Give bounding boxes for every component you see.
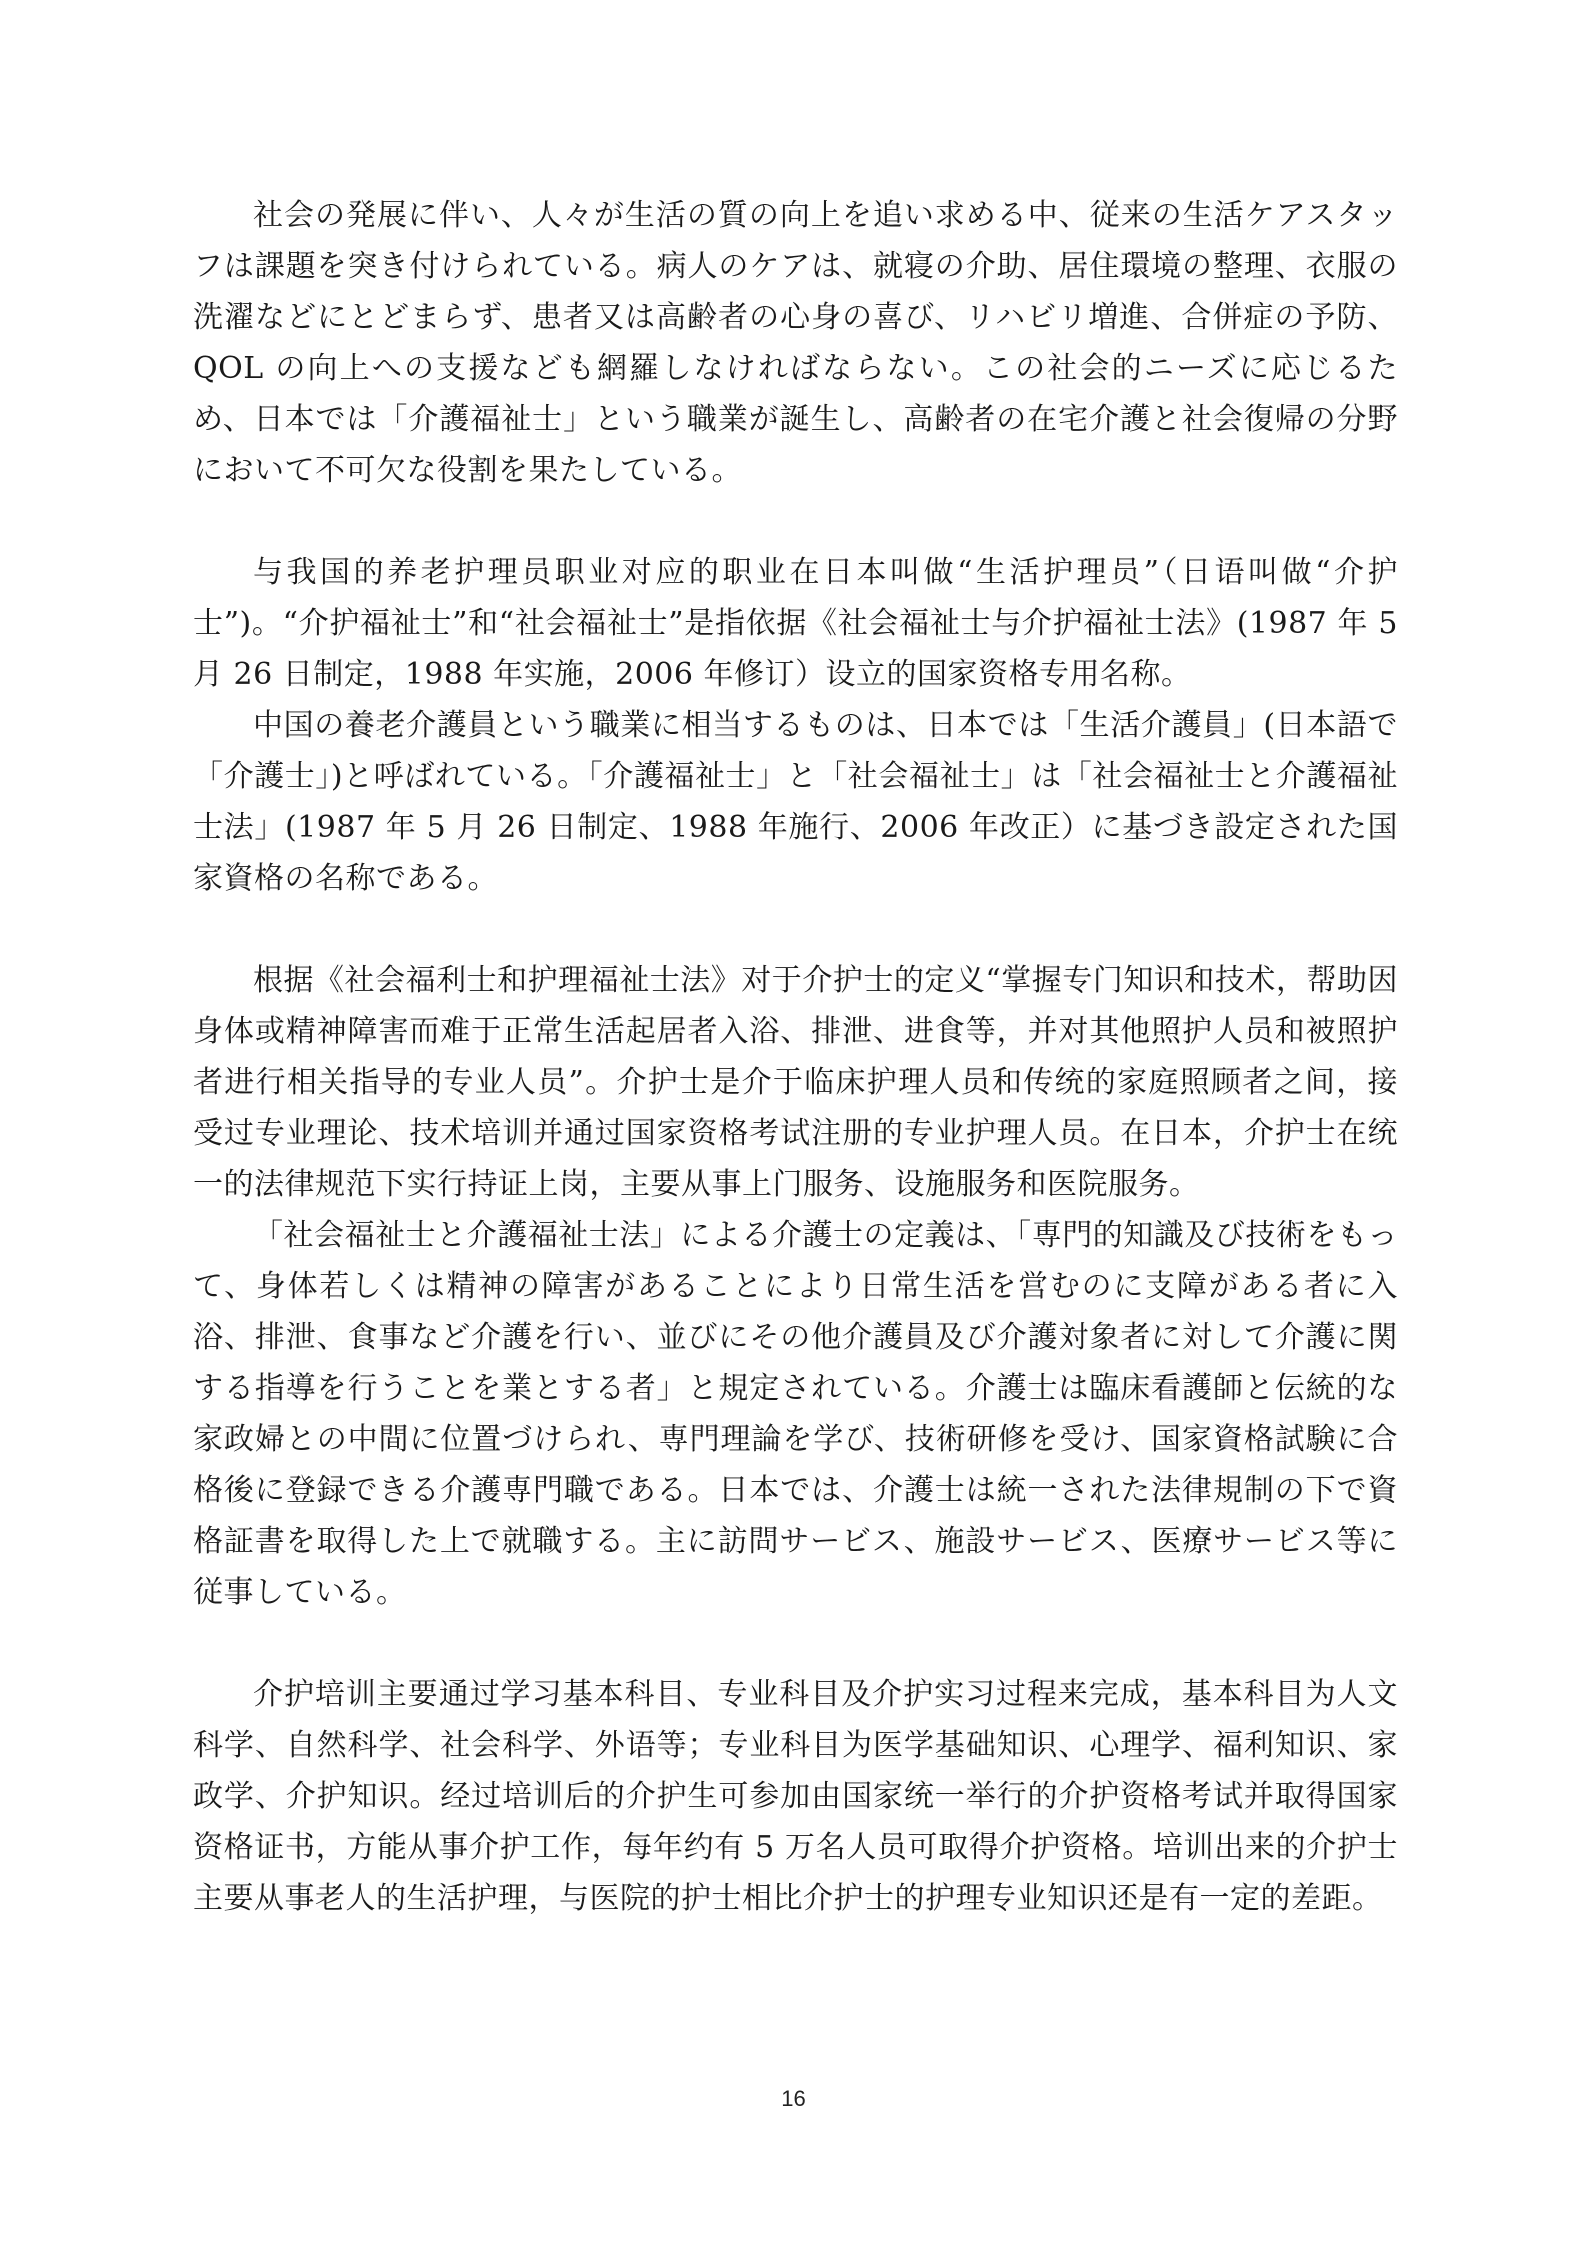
paragraph-gap: [193, 904, 1398, 955]
document-page: [193, 190, 1398, 1924]
paragraph-gap: [193, 496, 1398, 547]
page-number: 16: [781, 2086, 806, 2111]
paragraph-chinese-definition: 与我国的养老护理员职业对应的职业在日本叫做“生活护理员”（日语叫做“介护士”)。“介护福祉士”和“社会福祉士”是指依据《社会福祉士与介护福祉士法》(1987 年 5 月 26 日制定，1988 年实施，2006 年修订）设立的国家资格专用名称。: [193, 555, 1398, 692]
paragraph-chinese-training: 介护培训主要通过学习基本科目、专业科目及介护实习过程来完成，基本科目为人文科学、自然科学、社会科学、外语等；专业科目为医学基础知识、心理学、福利知识、家政学、介护知识。经过培训后的介护生可参加由国家统一举行的介护资格考试并取得国家资格证书，方能从事介护工作，每年约有 5 万名人员可取得介护资格。培训出来的介护士主要从事老人的生活护理，与医院的护士相比介护士的护理专业知识还是有一定的差距。: [193, 1677, 1398, 1916]
paragraph-gap: [193, 1618, 1398, 1669]
paragraph-chinese-law: 根据《社会福利士和护理福祉士法》对于介护士的定义“掌握专门知识和技术，帮助因身体或精神障害而难于正常生活起居者入浴、排泄、进食等，并对其他照护人员和被照护者进行相关指导的专业人员”。介护士是介于临床护理人员和传统的家庭照顾者之间，接受过专业理论、技术培训并通过国家资格考试注册的专业护理人员。在日本，介护士在统一的法律规范下实行持证上岗，主要从事上门服务、设施服务和医院服务。: [193, 963, 1398, 1202]
paragraph-japanese-intro: 社会の発展に伴い、人々が生活の質の向上を追い求める中、従来の生活ケアスタッフは課題を突き付けられている。病人のケアは、就寝の介助、居住環境の整理、衣服の洗濯などにとどまらず、患者又は高齢者の心身の喜び、リハビリ増進、合併症の予防、QOL の向上への支援なども網羅しなければならない。この社会的ニーズに応じるため、日本では「介護福祉士」という職業が誕生し、高齢者の在宅介護と社会復帰の分野において不可欠な役割を果たしている。: [193, 198, 1398, 488]
paragraph-japanese-definition: 中国の養老介護員という職業に相当するものは、日本では「生活介護員」(日本語で「介護士」)と呼ばれている。「介護福祉士」と「社会福祉士」は「社会福祉士と介護福祉士法」(1987 年 5 月 26 日制定、1988 年施行、2006 年改正）に基づき設定された国家資格の名称である。: [193, 708, 1398, 896]
paragraph-japanese-law: 「社会福祉士と介護福祉士法」による介護士の定義は、「専門的知識及び技術をもって、身体若しくは精神の障害があることにより日常生活を営むのに支障がある者に入浴、排泄、食事など介護を行い、並びにその他介護員及び介護対象者に対して介護に関する指導を行うことを業とする者」と規定されている。介護士は臨床看護師と伝統的な家政婦との中間に位置づけられ、専門理論を学び、技術研修を受け、国家資格試験に合格後に登録できる介護専門職である。日本では、介護士は統一された法律規制の下で資格証書を取得した上で就職する。主に訪問サービス、施設サービス、医療サービス等に従事している。: [193, 1218, 1398, 1610]
